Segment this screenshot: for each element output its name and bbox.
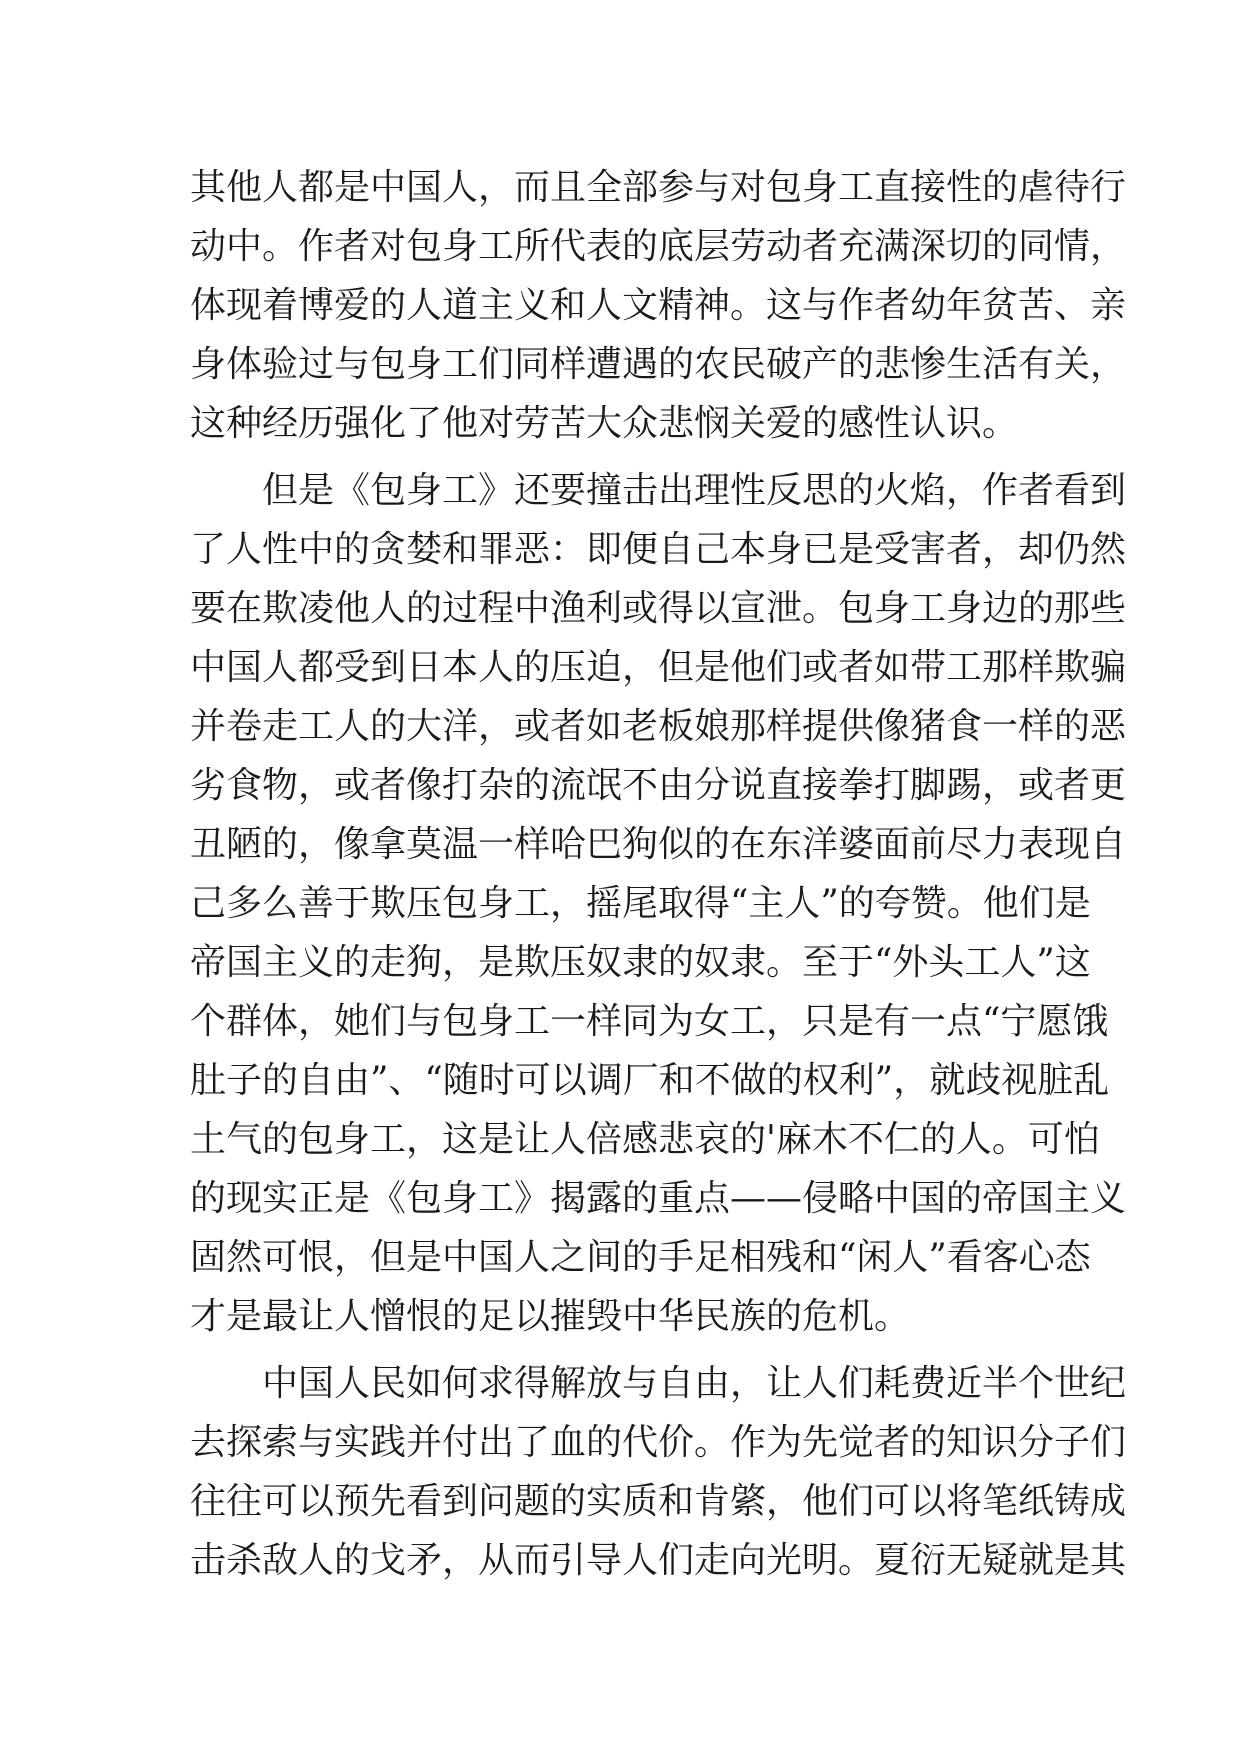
text-line: 丑陋的，像拿莫温一样哈巴狗似的在东洋婆面前尽力表现自 xyxy=(190,824,1127,865)
text-line: 往往可以预先看到问题的实质和肯綮，他们可以将笔纸铸成 xyxy=(190,1481,1127,1522)
text-line: 击杀敌人的戈矛，从而引导人们走向光明。夏衍无疑就是其 xyxy=(190,1540,1127,1581)
text-line: 要在欺凌他人的过程中渔利或得以宣泄。包身工身边的那些 xyxy=(190,588,1127,629)
paragraph-2 xyxy=(190,461,1127,1346)
paragraph-3 xyxy=(190,1354,1127,1590)
text-line: 并卷走工人的大洋，或者如老板娘那样提供像猪食一样的恶 xyxy=(190,706,1127,747)
paragraph-1 xyxy=(190,158,1127,453)
text-line: 肚子的自由”、“随时可以调厂和不做的权利”，就歧视脏乱 xyxy=(190,1060,1110,1101)
text-line: 其他人都是中国人，而且全部参与对包身工直接性的虐待行 xyxy=(190,167,1127,208)
text-line: 才是最让人憎恨的足以摧毁中华民族的危机。 xyxy=(190,1296,911,1337)
text-line: 这种经历强化了他对劳苦大众悲悯关爱的感性认识。 xyxy=(190,403,1019,444)
text-line: 己多么善于欺压包身工，摇尾取得“主人”的夸赞。他们是 xyxy=(190,883,1091,924)
text-line: 中国人民如何求得解放与自由，让人们耗费近半个世纪 xyxy=(190,1363,1127,1404)
text-line: 体现着博爱的人道主义和人文精神。这与作者幼年贫苦、亲 xyxy=(190,285,1127,326)
text-line: 劣食物，或者像打杂的流氓不由分说直接拳打脚踢，或者更 xyxy=(190,765,1127,806)
text-line: 个群体，她们与包身工一样同为女工，只是有一点“宁愿饿 xyxy=(190,1001,1109,1042)
text-line: 土气的包身工，这是让人倍感悲哀的'麻木不仁的人。可怕 xyxy=(190,1119,1100,1160)
document-body xyxy=(190,158,1127,1598)
text-line: 身体验过与包身工们同样遭遇的农民破产的悲惨生活有关， xyxy=(190,344,1127,385)
text-line: 去探索与实践并付出了血的代价。作为先觉者的知识分子们 xyxy=(190,1422,1127,1463)
text-line: 了人性中的贪婪和罪恶：即便自己本身已是受害者，却仍然 xyxy=(190,529,1127,570)
text-line: 的现实正是《包身工》揭露的重点——侵略中国的帝国主义 xyxy=(190,1178,1127,1219)
text-line: 但是《包身工》还要撞击出理性反思的火焰，作者看到 xyxy=(190,470,1127,511)
text-line: 动中。作者对包身工所代表的底层劳动者充满深切的同情， xyxy=(190,226,1127,267)
text-line: 固然可恨，但是中国人之间的手足相残和“闲人”看客心态 xyxy=(190,1237,1091,1278)
text-line: 中国人都受到日本人的压迫，但是他们或者如带工那样欺骗 xyxy=(190,647,1127,688)
text-line: 帝国主义的走狗，是欺压奴隶的奴隶。至于“外头工人”这 xyxy=(190,942,1091,983)
